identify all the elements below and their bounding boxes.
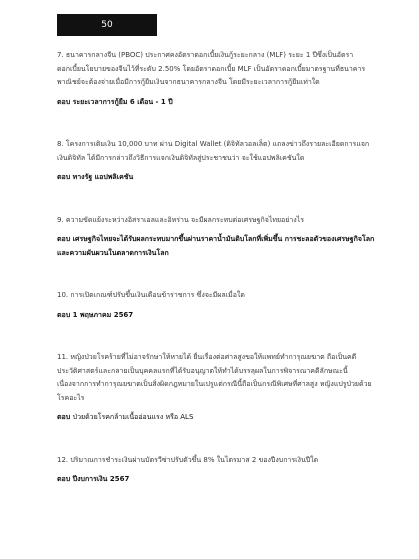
- question-text: 9. ความขัดแย้งระหว่างอิสราเอลและอิหร่าน จะมีผลกระทบต่อเศรษฐกิจไทยอย่างไร: [57, 215, 304, 224]
- answer-label: ตอบ: [57, 413, 71, 421]
- answer-value: 1 พฤษภาคม 2567: [72, 310, 134, 319]
- answer-text: [57, 233, 375, 260]
- question-item-11: [57, 351, 375, 425]
- question-item-10: [57, 289, 375, 322]
- question-text: 11. หญิงป่วยโรคร้ายที่ไม่อาจรักษาให้หายได้ ยื่นเรื่องต่อศาลสูงขอให้แพทย์ทำการุณยฆาต ถือเป็นคดีประวัติศาสตร์และกลายเป็นบุคคลแรกที่ได้รับอนุญาตให้ทำได้บรรลุผลในการพิจารณาคดีลักษณะนี้ เนื่องจากการทำการุณยฆาตเป็นสิ่งผิดกฎหมายในเปรูแต่กรณีนี้ถือเป็นกรณีพิเศษที่ศาลสูง หญิงแปรูป่วยด้วยโรคอะไร: [57, 353, 372, 402]
- answer-label: ตอบ: [57, 310, 71, 319]
- answer-label: ตอบ: [57, 475, 71, 483]
- question-text: 10. การเปิดเกณฑ์ปรับขึ้นเงินเดือนข้าราชการ ซึ่งจะมีผลเมื่อใด: [57, 291, 245, 299]
- answer-text: [57, 96, 375, 110]
- document-body: [57, 46, 375, 516]
- question-item-9: [57, 214, 375, 261]
- answer-label: ตอบ: [57, 97, 71, 106]
- answer-text: [57, 171, 375, 185]
- answer-value: ทางรัฐ แอปพลิเคชัน: [72, 173, 134, 181]
- question-item-7: [57, 49, 375, 109]
- answer-value: ป่วยด้วยโรคกล้ามเนื้ออ่อนแรง หรือ ALS: [72, 413, 194, 421]
- answer-label: ตอบ: [57, 173, 71, 181]
- question-text: 8. โครงการเติมเงิน 10,000 บาท ผ่าน Digital Wallet (ดิจิทัลวอลเล็ต) แถลงข่าวถึงรายละเอียดการแจกเงินดิจิทัล ได้มีการกล่าวถึงวิธีการแจกเงินดิจิทัลสู่ประชาชนว่า จะใช้แอปพลิเคชันใด: [57, 140, 370, 162]
- answer-value: ระยะเวลาการกู้ยืม 6 เดือน - 1 ปี: [72, 97, 173, 106]
- page-number-badge: 50: [57, 14, 157, 36]
- answer-value: เศรษฐกิจไทยจะได้รับผลกระทบมากขึ้นผ่านราคาน้ำมันดิบโลกที่เพิ่มขึ้น การชะลอตัวของเศรษฐกิจโลก และความผันผวนในตลาดการเงินโลก: [57, 235, 375, 257]
- question-item-8: [57, 138, 375, 185]
- answer-text: [57, 309, 375, 323]
- answer-value: ปีงบการเงิน 2567: [72, 475, 130, 483]
- answer-text: [57, 473, 375, 487]
- question-text: 12. ปริมาณการชำระเงินผ่านบัตรวีซ่าปรับตัวขึ้น 8% ในไตรมาส 2 ของปีงบการเงินปีใด: [57, 455, 319, 464]
- question-text: 7. ธนาคารกลางจีน (PBOC) ประกาศคงอัตราดอกเบี้ยเงินกู้ระยะกลาง (MLF) ระยะ 1 ปีซึ่งเป็นอัตราดอกเบี้ยนโยบายของจีนไว้ที่ระดับ 2.50% โดยอัตราดอกเบี้ย MLF เป็นอัตราดอกเบี้ยมาตรฐานที่ธนาคารพาณิชย์จะต้องจ่ายเมื่อมีการกู้ยืมเงินจากธนาคารกลางจีน โดยมีระยะเวลาการกู้ยืมเท่าใด: [57, 51, 366, 86]
- answer-text: [57, 411, 375, 425]
- answer-label: ตอบ: [57, 235, 71, 243]
- question-item-12: [57, 454, 375, 487]
